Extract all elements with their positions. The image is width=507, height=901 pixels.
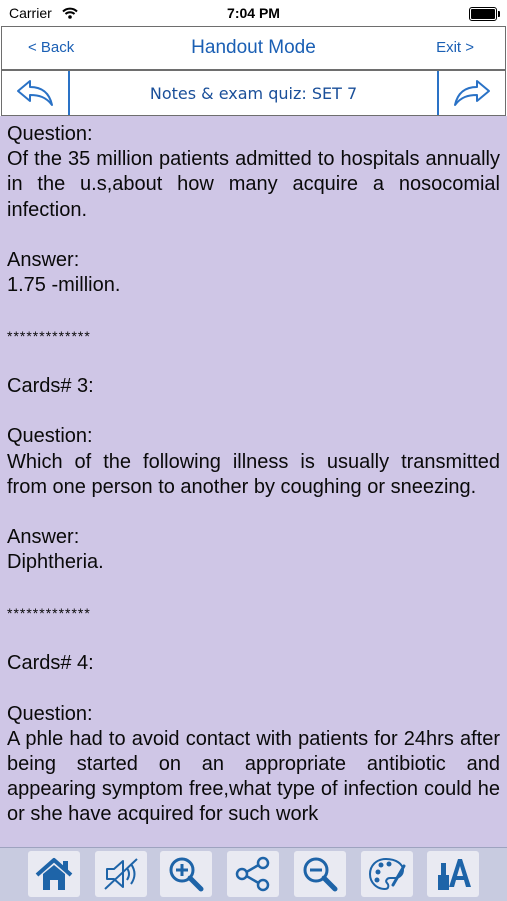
- next-set-button[interactable]: [437, 71, 505, 115]
- font-style-icon: [433, 855, 473, 893]
- clock: 7:04 PM: [227, 5, 280, 21]
- answer-label: Answer:: [7, 249, 80, 271]
- page-title: Handout Mode: [191, 37, 316, 58]
- question-label: Question:: [7, 702, 93, 725]
- question-label: Question:: [7, 123, 93, 145]
- handout-content[interactable]: [0, 116, 507, 847]
- bottom-toolbar: [0, 847, 507, 901]
- card-heading: Cards# 4:: [7, 652, 94, 675]
- answer-label: Answer:: [7, 526, 80, 549]
- card-heading: Cards# 3:: [7, 374, 94, 397]
- zoom-in-icon: [166, 855, 206, 893]
- palette-icon: [367, 855, 407, 893]
- set-header: [1, 70, 506, 116]
- status-bar: [0, 0, 507, 26]
- undo-arrow-icon: [16, 78, 54, 108]
- zoom-out-icon: [300, 855, 340, 893]
- redo-arrow-icon: [453, 78, 491, 108]
- share-icon: [233, 855, 273, 893]
- set-title: Notes & exam quiz: SET 7: [149, 84, 358, 103]
- back-button[interactable]: < Back: [28, 39, 75, 56]
- answer-text: 1.75 -million.: [7, 274, 121, 297]
- share-button[interactable]: [227, 851, 279, 897]
- separator: *************: [7, 604, 91, 621]
- font-style-button[interactable]: [427, 851, 479, 897]
- mute-speaker-icon: [101, 855, 141, 893]
- exit-button[interactable]: Exit >: [436, 39, 474, 56]
- previous-set-button[interactable]: [2, 71, 70, 115]
- home-button[interactable]: [28, 851, 80, 897]
- battery-icon: [469, 7, 497, 21]
- theme-color-button[interactable]: [361, 851, 413, 897]
- zoom-out-button[interactable]: [294, 851, 346, 897]
- carrier-label: Carrier: [9, 5, 52, 21]
- zoom-in-button[interactable]: [160, 851, 212, 897]
- navigation-bar: [1, 26, 506, 70]
- question-text: A phle had to avoid contact with patients for 24hrs after being started on an appropriate antibiotic and appearing symptom free,what type of infection could he or she have acquired for such work: [7, 727, 500, 826]
- question-label: Question:: [7, 425, 93, 448]
- question-text: Which of the following illness is usually transmitted from one person to another by coughing or sneezing.: [7, 450, 500, 498]
- answer-text: Diphtheria.: [7, 551, 104, 574]
- sound-toggle-button[interactable]: [95, 851, 147, 897]
- home-icon: [34, 855, 74, 893]
- separator: *************: [7, 327, 91, 344]
- question-text: Of the 35 million patients admitted to hospitals annually in the u.s,about how many acquire a nosocomial infection.: [7, 148, 500, 221]
